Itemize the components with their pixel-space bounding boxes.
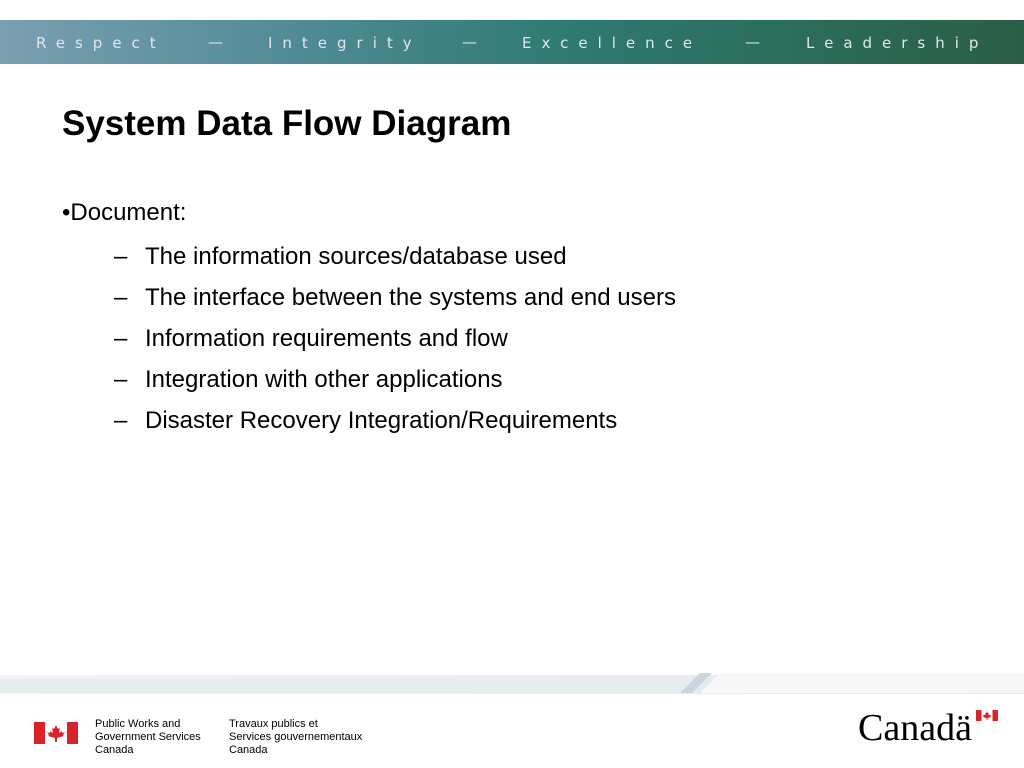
value-respect: Respect — [36, 34, 166, 52]
top-margin — [0, 0, 1024, 20]
dept-en-line: Government Services — [95, 731, 201, 743]
list-item-text: The information sources/database used — [145, 243, 567, 270]
value-separator: — — [462, 33, 477, 51]
list-item — [62, 236, 962, 277]
dept-fr-line: Canada — [229, 744, 268, 756]
list-item — [62, 359, 962, 400]
dash-marker: – — [114, 284, 128, 311]
slide-body — [62, 196, 962, 441]
canada-wordmark — [858, 704, 998, 748]
dept-fr-line: Services gouvernementaux — [229, 731, 363, 743]
list-item-text: The interface between the systems and end users — [145, 284, 676, 311]
list-item-text: Integration with other applications — [145, 366, 503, 393]
main-bullet: •Document: — [62, 199, 187, 226]
list-item-text: Information requirements and flow — [145, 325, 508, 352]
list-item — [62, 277, 962, 318]
list-item — [62, 400, 962, 441]
value-integrity: Integrity — [268, 34, 422, 52]
department-name-french — [229, 718, 362, 757]
wordmark-text: Canadä — [858, 707, 972, 749]
department-name-english — [95, 718, 201, 757]
sub-bullet-list — [62, 236, 962, 441]
value-excellence: Excellence — [522, 34, 703, 52]
dept-fr-line: Travaux publics et — [229, 718, 318, 730]
canada-flag-icon — [34, 722, 78, 744]
dash-marker: – — [114, 325, 128, 352]
dept-en-line: Canada — [95, 744, 134, 756]
slide-title: System Data Flow Diagram — [62, 104, 512, 143]
footer-decorative-stripe — [0, 673, 1024, 697]
list-item — [62, 318, 962, 359]
values-banner — [0, 20, 1024, 64]
value-leadership: Leadership — [806, 34, 989, 52]
wordmark-flag-icon — [976, 710, 998, 721]
dash-marker: – — [114, 366, 128, 393]
dash-marker: – — [114, 407, 128, 434]
dash-marker: – — [114, 243, 128, 270]
dept-en-line: Public Works and — [95, 718, 181, 730]
list-item-text: Disaster Recovery Integration/Requirements — [145, 407, 618, 434]
value-separator: — — [745, 33, 760, 51]
value-separator: — — [208, 33, 223, 51]
